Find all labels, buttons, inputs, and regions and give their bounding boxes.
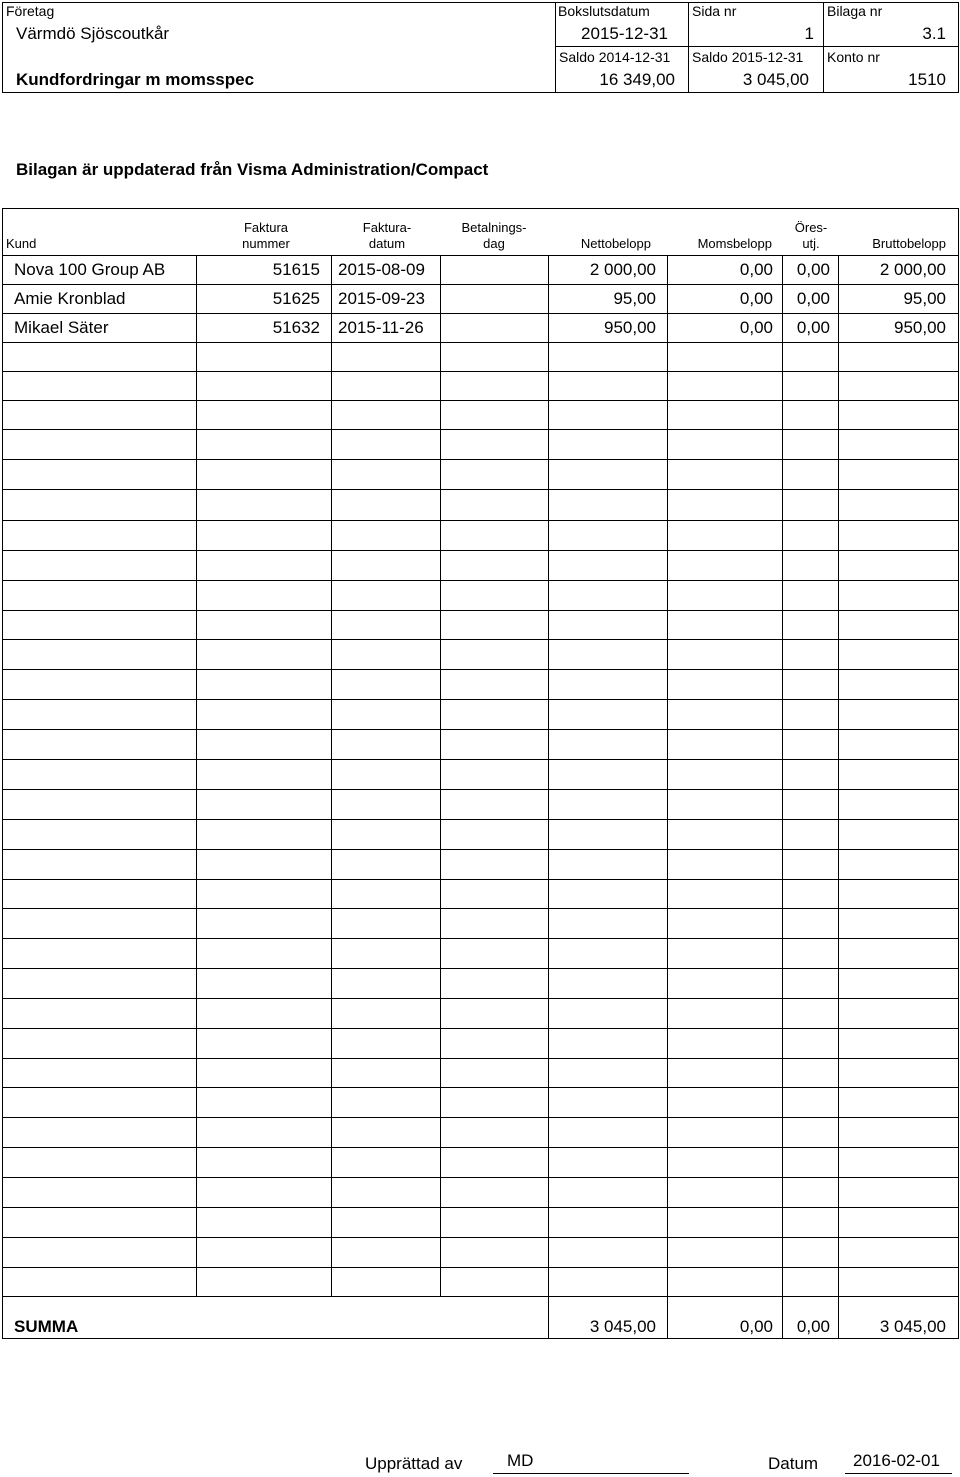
page-number: 1 [804,24,814,43]
table-row-line [2,284,959,285]
account-title: Kundfordringar m momsspec [16,70,255,89]
table-row-line [2,1147,959,1148]
table-col-line [782,255,783,1338]
table-row-line [2,908,959,909]
prepared-by-line [493,1473,689,1474]
table-row-line [2,371,959,372]
appendix-number: 3.1 [922,24,946,43]
date-value: 2016-02-01 [853,1451,940,1470]
page-label: Sida nr [692,3,737,19]
table-row-line [2,313,959,314]
date-line [845,1473,952,1474]
row-2-datum: 2015-09-23 [338,289,425,308]
table-row-line [2,879,959,880]
table-row-line [2,1117,959,1118]
table-row-line [2,729,959,730]
col-header-ores-2: utj. [802,236,820,251]
row-1-datum: 2015-08-09 [338,260,425,279]
table-row-line [2,580,959,581]
account-no-label: Konto nr [827,49,880,65]
table-col-line [548,255,549,1338]
col-header-faktura-nummer-1: Faktura [243,220,289,235]
col-header-fakturadatum-1: Faktura- [362,220,412,235]
update-note: Bilagan är uppdaterad från Visma Administration/Compact [16,160,489,179]
table-row-line [2,400,959,401]
row-1-moms: 0,00 [739,260,773,279]
table-row-line [2,1028,959,1029]
prepared-by-label: Upprättad av [365,1454,463,1473]
summa-netto: 3 045,00 [589,1317,656,1336]
col-header-ores-1: Öres- [794,220,828,235]
row-2-kund: Amie Kronblad [14,289,126,308]
table-frame [2,208,959,1339]
row-3-datum: 2015-11-26 [338,318,424,337]
table-col-line [331,255,332,1296]
header-divider [555,2,556,93]
col-header-faktura-nummer-2: nummer [242,236,290,251]
table-row-line [2,1267,959,1268]
table-row-line [2,342,959,343]
table-col-line [838,255,839,1338]
table-row-line [2,1237,959,1238]
closing-date-label: Bokslutsdatum [558,3,650,19]
row-2-brutto: 95,00 [903,289,946,308]
row-2-moms: 0,00 [739,289,773,308]
row-3-netto: 950,00 [604,318,656,337]
table-col-line [440,255,441,1296]
col-header-kund: Kund [6,236,37,251]
header-divider [688,2,689,93]
balance-cur: 3 045,00 [742,70,809,89]
row-3-nummer: 51632 [272,318,320,337]
row-2-netto: 95,00 [613,289,656,308]
row-1-brutto: 2 000,00 [879,260,946,279]
row-3-ores: 0,00 [796,318,830,337]
col-header-betalningsdag-1: Betalnings- [461,220,527,235]
table-row-line [2,789,959,790]
table-row-line [2,998,959,999]
table-row-line [2,669,959,670]
table-row-line [2,849,959,850]
col-header-moms: Momsbelopp [697,236,772,251]
col-header-fakturadatum-2: datum [368,236,406,251]
summa-brutto: 3 045,00 [879,1317,946,1336]
table-row-line [2,819,959,820]
table-row-line [2,520,959,521]
table-row-line [2,459,959,460]
table-row-line [2,968,959,969]
table-row-line [2,1058,959,1059]
row-2-nummer: 51625 [272,289,320,308]
summa-label: SUMMA [14,1317,79,1336]
account-no: 1510 [908,70,946,89]
table-row-line [2,639,959,640]
table-row-line [2,1177,959,1178]
table-row-line [2,1207,959,1208]
row-1-nummer: 51615 [272,260,320,279]
header-divider [555,46,959,47]
table-row-line [2,550,959,551]
company-label: Företag [6,3,55,19]
row-1-netto: 2 000,00 [589,260,656,279]
row-2-ores: 0,00 [796,289,830,308]
balance-cur-label: Saldo 2015-12-31 [692,49,804,65]
table-row-line [2,610,959,611]
header-divider [823,2,824,93]
table-row-line [2,759,959,760]
row-3-moms: 0,00 [739,318,773,337]
summa-ores: 0,00 [796,1317,830,1336]
col-header-betalningsdag-2: dag [483,236,505,251]
table-row-line [2,699,959,700]
col-header-brutto: Bruttobelopp [872,236,946,251]
col-header-netto: Nettobelopp [580,236,651,251]
company-name: Värmdö Sjöscoutkår [16,24,170,43]
balance-prev-label: Saldo 2014-12-31 [559,49,671,65]
table-col-line [667,255,668,1338]
table-row-line [2,1087,959,1088]
prepared-by-value: MD [507,1451,534,1470]
row-3-brutto: 950,00 [894,318,946,337]
balance-prev: 16 349,00 [599,70,675,89]
appendix-label: Bilaga nr [827,3,883,19]
closing-date: 2015-12-31 [581,24,668,43]
table-row-line [2,938,959,939]
table-row-line [2,1296,959,1297]
date-label: Datum [768,1454,819,1473]
table-row-line [2,255,959,256]
table-row-line [2,489,959,490]
row-1-kund: Nova 100 Group AB [14,260,166,279]
row-1-ores: 0,00 [796,260,830,279]
summa-moms: 0,00 [739,1317,773,1336]
table-row-line [2,429,959,430]
table-col-line [196,255,197,1296]
row-3-kund: Mikael Säter [14,318,109,337]
